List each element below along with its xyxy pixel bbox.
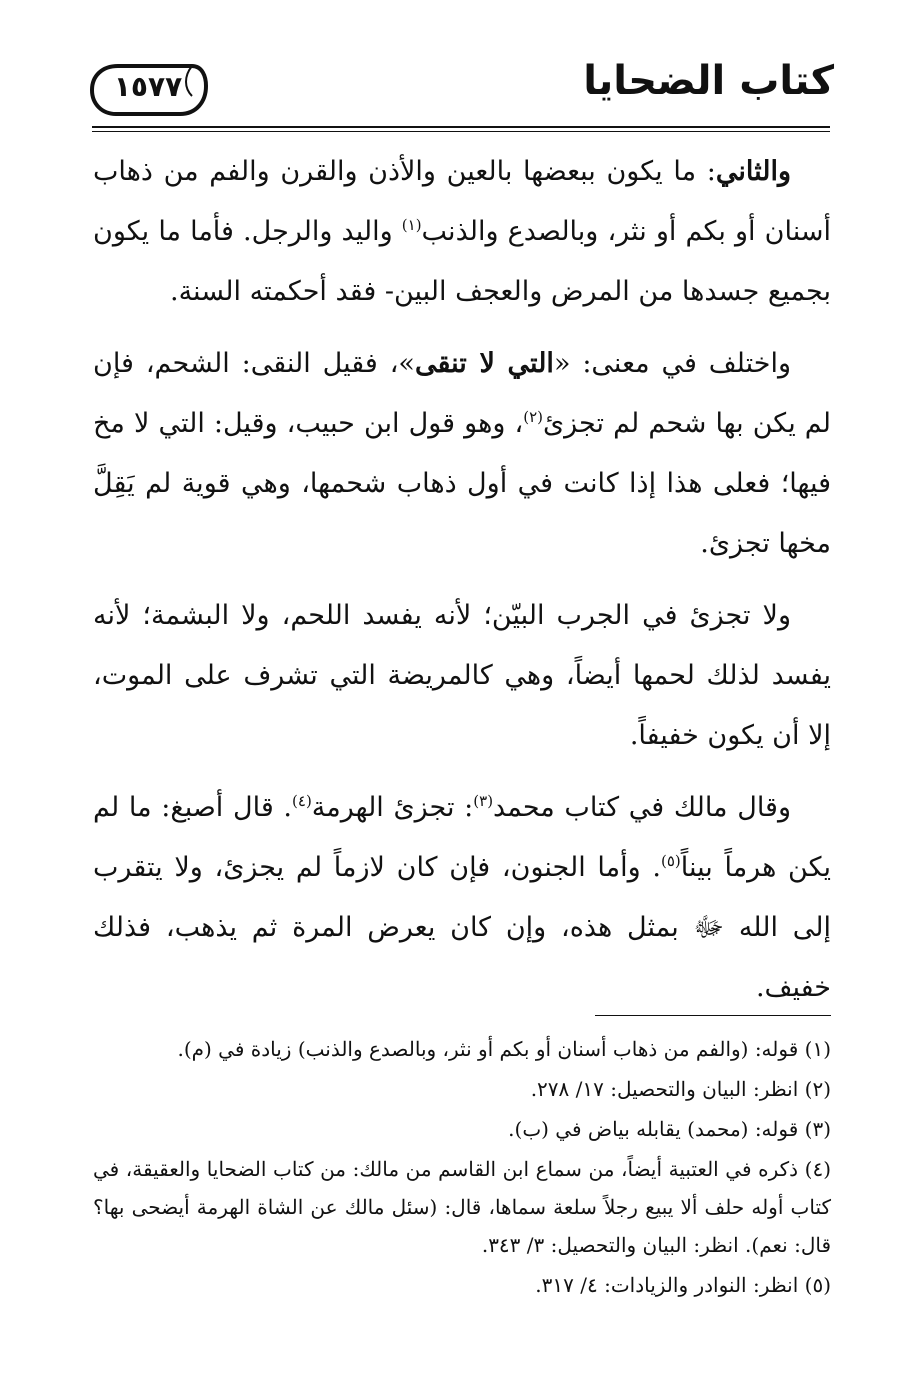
footnote-ref[interactable]: (١): [401, 216, 422, 234]
paragraph-text: واختلف في معنى: «: [553, 348, 792, 379]
footnote-separator: [595, 1015, 831, 1016]
footnote: (٥) انظر: النوادر والزيادات: ٤/ ٣١٧.: [535, 1273, 831, 1297]
footnotes: [93, 1030, 831, 1306]
footnote: (٢) انظر: البيان والتحصيل: ١٧/ ٢٧٨.: [530, 1077, 831, 1101]
footnote: (٣) قوله: (محمد) يقابله بياض في (ب).: [508, 1117, 831, 1141]
quoted-term: التي لا تنقى: [414, 348, 554, 379]
main-text: [93, 142, 831, 1030]
paragraph: ولا تجزئ في الجرب البيّن؛ لأنه يفسد اللحم، ولا البشمة؛ لأنه يفسد لذلك لحمها أيضاً، وهي كالمريضة التي تشرف على الموت، إلا أن يكون خفيفاً.: [93, 600, 831, 751]
page-number: ١٥٧٧: [113, 70, 183, 103]
paragraph-text: واليد والرجل. فأما ما يكون بجميع جسدها من المرض والعجف البين- فقد أحكمته السنة.: [93, 216, 831, 307]
footnote-ref[interactable]: (٣): [473, 792, 494, 810]
header-rule: [92, 126, 830, 132]
paragraph: [93, 142, 831, 322]
paragraph: [93, 778, 831, 1018]
paragraph-text: »، فقيل النقى: الشحم، فإن لم يكن بها شحم لم تجزئ: [93, 348, 831, 439]
footnote-ref[interactable]: (٤): [292, 792, 312, 810]
paragraph-text: ، وهو قول ابن حبيب، وقيل: التي لا مخ فيها؛ فعلى هذا إذا كانت في أول ذهاب شحمها، وهي قوية لم يَقِلَّ مخها تجزئ.: [93, 408, 831, 559]
paragraph-text: : تجزئ الهرمة: [311, 792, 474, 823]
paragraph-text: . وأما الجنون، فإن كان لازماً لم يجزئ، ولا يتقرب إلى الله ﷻ بمثل هذه، وإن كان يعرض المرة ثم يذهب، فذلك خفيف.: [93, 852, 831, 1003]
footnote: (٤) ذكره في العتبية أيضاً، من سماع ابن القاسم من مالك: من كتاب الضحايا والعقيقة، في كتاب أوله حلف ألا يبيع رجلاً سلعة سماها، قال: (سئل مالك عن الشاة الهرمة أيضحى بها؟ قال: نعم). انظر: البيان والتحصيل: ٣/ ٣٤٣.: [93, 1157, 831, 1257]
paragraph-text: وقال مالك في كتاب محمد: [493, 792, 791, 823]
chapter-title: كتاب الضحايا: [583, 58, 834, 104]
footnote-ref[interactable]: (٥): [660, 852, 681, 870]
footnote-ref[interactable]: (٢): [523, 408, 543, 426]
footnote: (١) قوله: (والفم من ذهاب أسنان أو بكم أو نثر، وبالصدع والذنب) زيادة في (م).: [177, 1037, 831, 1061]
paragraph-text: : ما يكون ببعضها بالعين والأذن والقرن والفم من ذهاب أسنان أو بكم أو نثر، وبالصدع والذنب: [93, 156, 831, 247]
page-number-badge: [88, 62, 208, 120]
paragraph-text: . قال أصبغ: ما لم يكن هرماً بيناً: [93, 792, 831, 883]
paragraph-lead: والثاني: [715, 156, 791, 187]
paragraph: [93, 334, 831, 574]
